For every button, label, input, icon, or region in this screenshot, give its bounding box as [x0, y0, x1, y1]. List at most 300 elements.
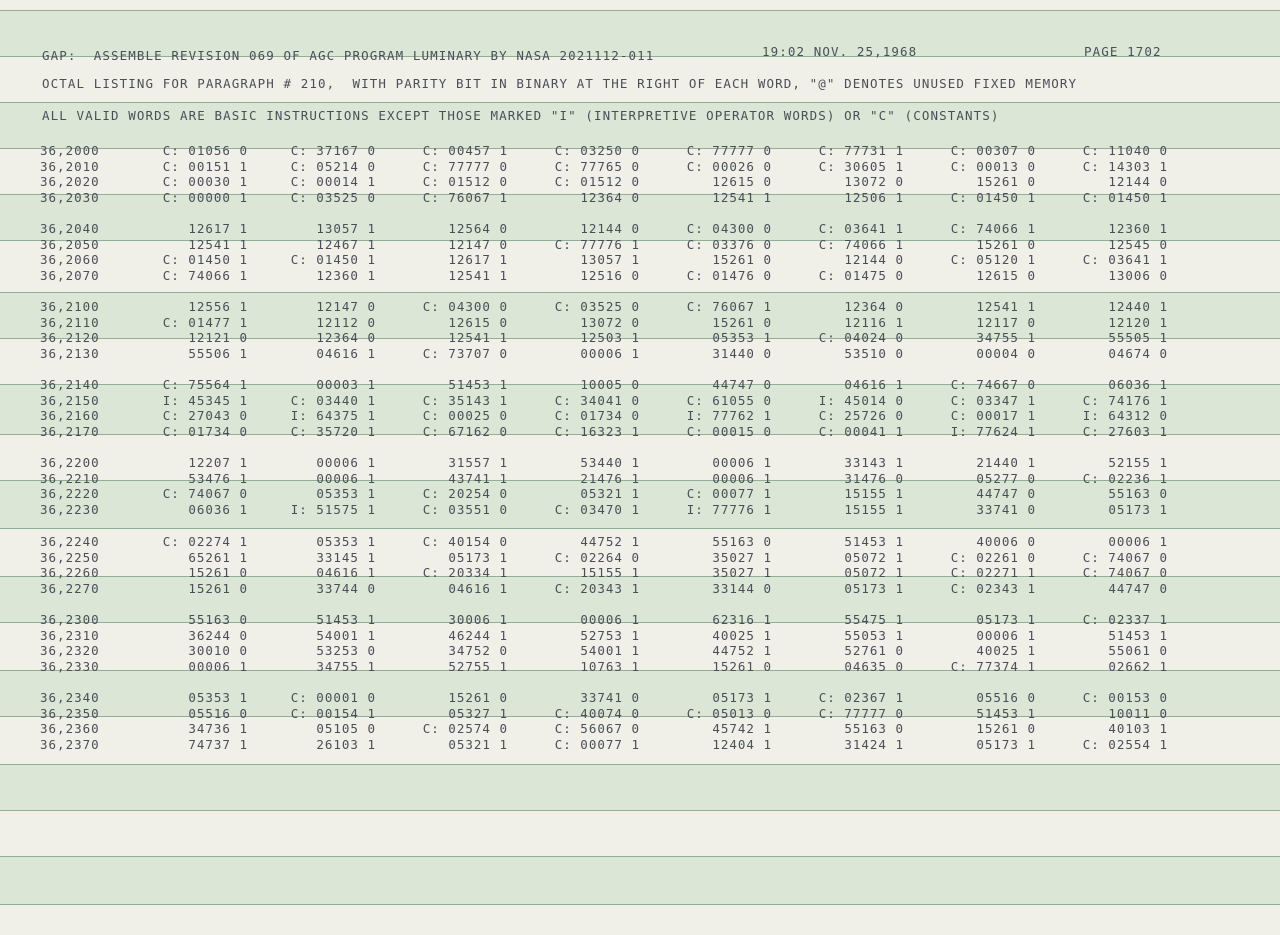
octal-word-cell: C: 77374 1 [950, 658, 1036, 674]
octal-word-cell: I: 77762 1 [686, 408, 772, 423]
octal-word-cell: 12467 1 [316, 236, 376, 252]
row-address: 36,2230 [40, 501, 100, 517]
octal-word-cell: 12516 0 [580, 267, 640, 283]
octal-word-cell: 26103 1 [316, 736, 376, 752]
octal-word-cell: 15261 0 [976, 721, 1036, 736]
octal-word-cell: 12541 1 [712, 189, 772, 205]
octal-word-cell: C: 01477 1 [162, 314, 248, 330]
octal-word-cell: C: 02367 1 [818, 690, 904, 705]
octal-word-cell: C: 77777 0 [686, 143, 772, 158]
header-page-number: PAGE 1702 [1084, 44, 1162, 59]
octal-word-cell: C: 40074 0 [554, 705, 640, 721]
octal-word-cell: C: 74066 1 [950, 221, 1036, 236]
octal-word-cell: 15155 1 [580, 565, 640, 580]
octal-word-cell: C: 77776 1 [554, 236, 640, 252]
octal-word-cell: 12364 0 [316, 330, 376, 345]
octal-word-cell: I: 77624 1 [950, 423, 1036, 439]
row-address: 36,2000 [40, 143, 100, 158]
octal-word-cell: C: 03376 0 [686, 236, 772, 252]
octal-word-cell: C: 27603 1 [1082, 423, 1168, 439]
octal-word-cell: 12360 1 [1108, 221, 1168, 236]
octal-word-cell: 53476 1 [188, 470, 248, 486]
octal-word-cell: 05516 0 [976, 690, 1036, 705]
octal-word-cell: C: 03641 1 [1082, 252, 1168, 267]
octal-word-cell: C: 03525 0 [290, 189, 376, 205]
paper-band [0, 0, 1280, 10]
octal-word-cell: 00006 1 [976, 627, 1036, 643]
octal-word-cell: 12556 1 [188, 299, 248, 314]
octal-word-cell: 12615 0 [712, 174, 772, 189]
octal-word-cell: 21440 1 [976, 455, 1036, 470]
octal-word-cell: C: 00030 1 [162, 174, 248, 189]
octal-word-cell: 43741 1 [448, 470, 508, 486]
octal-word-cell: C: 00457 1 [422, 143, 508, 158]
octal-word-cell: 12144 0 [580, 221, 640, 236]
octal-word-cell: C: 03551 0 [422, 501, 508, 517]
octal-word-cell: 54001 1 [580, 643, 640, 658]
octal-word-cell: 21476 1 [580, 470, 640, 486]
row-address: 36,2210 [40, 470, 100, 486]
octal-word-cell: C: 35720 1 [290, 423, 376, 439]
octal-word-cell: 12360 1 [316, 267, 376, 283]
octal-word-cell: C: 35143 1 [422, 392, 508, 408]
paper-rule [0, 10, 1280, 11]
octal-word-cell: 00003 1 [316, 377, 376, 392]
paper-rule [0, 904, 1280, 905]
octal-word-cell: 10005 0 [580, 377, 640, 392]
octal-word-cell: 05173 1 [1108, 501, 1168, 517]
octal-word-cell: 00006 1 [712, 455, 772, 470]
octal-word-cell: C: 01512 0 [554, 174, 640, 189]
octal-word-cell: C: 11040 0 [1082, 143, 1168, 158]
row-address: 36,2370 [40, 736, 100, 752]
octal-word-cell: 34755 1 [316, 658, 376, 674]
octal-word-cell: 51453 1 [844, 534, 904, 549]
octal-word-cell: C: 77765 0 [554, 158, 640, 174]
octal-word-cell: 05173 1 [844, 580, 904, 596]
octal-word-cell: 12364 0 [844, 299, 904, 314]
row-address: 36,2130 [40, 345, 100, 361]
octal-word-cell: 55505 1 [1108, 330, 1168, 345]
paper-rule [0, 102, 1280, 103]
octal-word-cell: C: 02271 1 [950, 565, 1036, 580]
octal-word-cell: C: 02261 0 [950, 549, 1036, 565]
octal-word-cell: C: 01475 0 [818, 267, 904, 283]
octal-word-cell: 05173 1 [976, 736, 1036, 752]
octal-word-cell: 55163 0 [844, 721, 904, 736]
octal-word-cell: C: 01476 0 [686, 267, 772, 283]
octal-word-cell: C: 37167 0 [290, 143, 376, 158]
octal-word-cell: 12615 0 [976, 267, 1036, 283]
octal-word-cell: 13006 0 [1108, 267, 1168, 283]
octal-word-cell: C: 05013 0 [686, 705, 772, 721]
octal-word-cell: 02662 1 [1108, 658, 1168, 674]
octal-word-cell: 05173 1 [712, 690, 772, 705]
octal-word-cell: 33144 0 [712, 580, 772, 596]
octal-word-cell: 40025 1 [712, 627, 772, 643]
octal-word-cell: 05353 1 [316, 534, 376, 549]
row-address: 36,2050 [40, 236, 100, 252]
row-address: 36,2150 [40, 392, 100, 408]
octal-word-cell: 55163 0 [1108, 486, 1168, 501]
octal-word-cell: C: 00014 1 [290, 174, 376, 189]
octal-word-cell: 12506 1 [844, 189, 904, 205]
octal-word-cell: C: 00013 0 [950, 158, 1036, 174]
octal-word-cell: C: 20343 1 [554, 580, 640, 596]
octal-word-cell: 12364 0 [580, 189, 640, 205]
octal-word-cell: C: 00077 1 [686, 486, 772, 501]
octal-word-cell: C: 00154 1 [290, 705, 376, 721]
octal-word-cell: 44747 0 [712, 377, 772, 392]
octal-word-cell: 12617 1 [188, 221, 248, 236]
octal-word-cell: 00006 1 [188, 658, 248, 674]
octal-word-cell: C: 02264 0 [554, 549, 640, 565]
octal-word-cell: 05516 0 [188, 705, 248, 721]
octal-word-cell: 12541 1 [448, 330, 508, 345]
octal-word-cell: C: 30605 1 [818, 158, 904, 174]
octal-word-cell: 05321 1 [580, 486, 640, 501]
octal-word-cell: 15155 1 [844, 501, 904, 517]
octal-word-cell: 13072 0 [844, 174, 904, 189]
header-program-line: GAP: ASSEMBLE REVISION 069 OF AGC PROGRAM LUMINARY BY NASA 2021112-011 [42, 48, 655, 63]
header-listing-description: OCTAL LISTING FOR PARAGRAPH # 210, WITH PARITY BIT IN BINARY AT THE RIGHT OF EACH WORD, "@" DENOTES UNUSED FIXED MEMORY [42, 76, 1078, 91]
header-word-legend: ALL VALID WORDS ARE BASIC INSTRUCTIONS EXCEPT THOSE MARKED "I" (INTERPRETIVE OPERATOR WORDS) OR "C" (CONSTANTS) [42, 108, 1000, 123]
row-address: 36,2170 [40, 423, 100, 439]
octal-word-cell: C: 25726 0 [818, 408, 904, 423]
octal-word-cell: 04616 1 [844, 377, 904, 392]
octal-word-cell: C: 40154 0 [422, 534, 508, 549]
octal-word-cell: 04635 0 [844, 658, 904, 674]
octal-word-cell: 55053 1 [844, 627, 904, 643]
octal-word-cell: C: 27043 0 [162, 408, 248, 423]
octal-word-cell: 00006 1 [580, 345, 640, 361]
octal-word-cell: 00006 1 [580, 612, 640, 627]
octal-word-cell: C: 77731 1 [818, 143, 904, 158]
octal-word-cell: C: 00000 1 [162, 189, 248, 205]
octal-word-cell: C: 04300 0 [422, 299, 508, 314]
row-address: 36,2200 [40, 455, 100, 470]
octal-word-cell: C: 76067 1 [422, 189, 508, 205]
octal-word-cell: 06036 1 [188, 501, 248, 517]
octal-word-cell: 54001 1 [316, 627, 376, 643]
octal-word-cell: 00006 1 [316, 470, 376, 486]
row-address: 36,2270 [40, 580, 100, 596]
row-address: 36,2060 [40, 252, 100, 267]
octal-word-cell: 05173 1 [448, 549, 508, 565]
octal-word-cell: 40006 0 [976, 534, 1036, 549]
octal-word-cell: 55163 0 [188, 612, 248, 627]
octal-word-cell: 51453 1 [448, 377, 508, 392]
paper-rule [0, 856, 1280, 857]
octal-word-cell: C: 03440 1 [290, 392, 376, 408]
octal-word-cell: 13072 0 [580, 314, 640, 330]
octal-word-cell: 31557 1 [448, 455, 508, 470]
row-address: 36,2310 [40, 627, 100, 643]
paper-rule [0, 292, 1280, 293]
row-address: 36,2300 [40, 612, 100, 627]
octal-word-cell: C: 73707 0 [422, 345, 508, 361]
octal-word-cell: C: 00041 1 [818, 423, 904, 439]
paper-band [0, 764, 1280, 810]
octal-word-cell: C: 05120 1 [950, 252, 1036, 267]
octal-word-cell: 12117 0 [976, 314, 1036, 330]
octal-word-cell: I: 64375 1 [290, 408, 376, 423]
octal-word-cell: 52155 1 [1108, 455, 1168, 470]
octal-word-cell: 44752 1 [712, 643, 772, 658]
octal-word-cell: 53510 0 [844, 345, 904, 361]
octal-word-cell: C: 00307 0 [950, 143, 1036, 158]
octal-word-cell: C: 00025 0 [422, 408, 508, 423]
octal-word-cell: 04616 1 [316, 345, 376, 361]
octal-word-cell: C: 14303 1 [1082, 158, 1168, 174]
octal-word-cell: 15261 0 [712, 658, 772, 674]
octal-word-cell: C: 61055 0 [686, 392, 772, 408]
octal-word-cell: C: 00026 0 [686, 158, 772, 174]
row-address: 36,2260 [40, 565, 100, 580]
octal-word-cell: 13057 1 [580, 252, 640, 267]
octal-word-cell: C: 02236 1 [1082, 470, 1168, 486]
octal-word-cell: 34752 0 [448, 643, 508, 658]
octal-word-cell: 55061 0 [1108, 643, 1168, 658]
octal-word-cell: 31476 0 [844, 470, 904, 486]
octal-word-cell: 05072 1 [844, 565, 904, 580]
octal-word-cell: 12207 1 [188, 455, 248, 470]
octal-word-cell: C: 00151 1 [162, 158, 248, 174]
octal-word-cell: I: 51575 1 [290, 501, 376, 517]
octal-word-cell: 51453 1 [1108, 627, 1168, 643]
octal-word-cell: 12116 1 [844, 314, 904, 330]
row-address: 36,2330 [40, 658, 100, 674]
header-timestamp: 19:02 NOV. 25,1968 [762, 44, 918, 59]
octal-word-cell: C: 00017 1 [950, 408, 1036, 423]
octal-word-cell: C: 01450 1 [1082, 189, 1168, 205]
octal-word-cell: 53440 1 [580, 455, 640, 470]
octal-word-cell: C: 34041 0 [554, 392, 640, 408]
octal-word-cell: 62316 1 [712, 612, 772, 627]
octal-word-cell: 34736 1 [188, 721, 248, 736]
paper-rule [0, 528, 1280, 529]
octal-word-cell: 12617 1 [448, 252, 508, 267]
row-address: 36,2110 [40, 314, 100, 330]
octal-word-cell: C: 02574 0 [422, 721, 508, 736]
octal-word-cell: 55506 1 [188, 345, 248, 361]
paper-band [0, 856, 1280, 904]
octal-word-cell: 52753 1 [580, 627, 640, 643]
row-address: 36,2040 [40, 221, 100, 236]
row-address: 36,2350 [40, 705, 100, 721]
octal-word-cell: 15261 0 [976, 174, 1036, 189]
octal-word-cell: C: 04300 0 [686, 221, 772, 236]
octal-word-cell: C: 03470 1 [554, 501, 640, 517]
octal-word-cell: 05173 1 [976, 612, 1036, 627]
octal-word-cell: C: 77777 0 [818, 705, 904, 721]
octal-word-cell: C: 00153 0 [1082, 690, 1168, 705]
octal-word-cell: 12440 1 [1108, 299, 1168, 314]
octal-word-cell: 74737 1 [188, 736, 248, 752]
octal-word-cell: C: 00001 0 [290, 690, 376, 705]
octal-word-cell: 10763 1 [580, 658, 640, 674]
octal-word-cell: C: 20334 1 [422, 565, 508, 580]
row-address: 36,2160 [40, 408, 100, 423]
octal-word-cell: 15261 0 [976, 236, 1036, 252]
octal-word-cell: C: 02554 1 [1082, 736, 1168, 752]
octal-word-cell: 55163 0 [712, 534, 772, 549]
octal-word-cell: 05105 0 [316, 721, 376, 736]
octal-word-cell: C: 75564 1 [162, 377, 248, 392]
row-address: 36,2220 [40, 486, 100, 501]
octal-word-cell: 04616 1 [316, 565, 376, 580]
octal-word-cell: C: 01734 0 [554, 408, 640, 423]
octal-word-cell: C: 01056 0 [162, 143, 248, 158]
row-address: 36,2100 [40, 299, 100, 314]
octal-word-cell: 33143 1 [844, 455, 904, 470]
octal-word-cell: C: 01450 1 [290, 252, 376, 267]
octal-word-cell: 12121 0 [188, 330, 248, 345]
octal-word-cell: 12541 1 [448, 267, 508, 283]
octal-word-cell: 35027 1 [712, 549, 772, 565]
octal-word-cell: C: 01450 1 [162, 252, 248, 267]
octal-word-cell: 00006 1 [1108, 534, 1168, 549]
row-address: 36,2340 [40, 690, 100, 705]
octal-word-cell: 05072 1 [844, 549, 904, 565]
octal-word-cell: 35027 1 [712, 565, 772, 580]
octal-word-cell: 44747 0 [976, 486, 1036, 501]
row-address: 36,2320 [40, 643, 100, 658]
paper-band [0, 904, 1280, 935]
octal-word-cell: 33744 0 [316, 580, 376, 596]
row-address: 36,2070 [40, 267, 100, 283]
octal-word-cell: 53253 0 [316, 643, 376, 658]
octal-word-cell: 05277 0 [976, 470, 1036, 486]
octal-word-cell: 05353 1 [316, 486, 376, 501]
octal-word-cell: C: 74066 1 [818, 236, 904, 252]
octal-word-cell: 40103 1 [1108, 721, 1168, 736]
octal-word-cell: C: 74067 0 [1082, 565, 1168, 580]
octal-word-cell: C: 03641 1 [818, 221, 904, 236]
octal-word-cell: C: 74067 0 [162, 486, 248, 501]
octal-word-cell: 00006 1 [712, 470, 772, 486]
octal-word-cell: 12112 0 [316, 314, 376, 330]
octal-word-cell: I: 77776 1 [686, 501, 772, 517]
octal-word-cell: C: 01450 1 [950, 189, 1036, 205]
octal-word-cell: 15155 1 [844, 486, 904, 501]
octal-word-cell: C: 74667 0 [950, 377, 1036, 392]
octal-word-cell: 13057 1 [316, 221, 376, 236]
octal-word-cell: 44752 1 [580, 534, 640, 549]
octal-word-cell: 52755 1 [448, 658, 508, 674]
octal-word-cell: 05353 1 [188, 690, 248, 705]
octal-word-cell: C: 03347 1 [950, 392, 1036, 408]
paper-rule [0, 764, 1280, 765]
octal-word-cell: 55475 1 [844, 612, 904, 627]
octal-word-cell: 04674 0 [1108, 345, 1168, 361]
octal-word-cell: 12147 0 [448, 236, 508, 252]
octal-word-cell: C: 01734 0 [162, 423, 248, 439]
octal-word-cell: 46244 1 [448, 627, 508, 643]
octal-word-cell: C: 76067 1 [686, 299, 772, 314]
octal-word-cell: 51453 1 [976, 705, 1036, 721]
octal-word-cell: 51453 1 [316, 612, 376, 627]
octal-word-cell: C: 77777 0 [422, 158, 508, 174]
octal-word-cell: 40025 1 [976, 643, 1036, 658]
octal-word-cell: C: 00077 1 [554, 736, 640, 752]
octal-word-cell: C: 02274 1 [162, 534, 248, 549]
octal-word-cell: 12541 1 [188, 236, 248, 252]
octal-word-cell: 36244 0 [188, 627, 248, 643]
row-address: 36,2240 [40, 534, 100, 549]
octal-word-cell: 05321 1 [448, 736, 508, 752]
octal-word-cell: C: 16323 1 [554, 423, 640, 439]
octal-word-cell: 15261 0 [188, 565, 248, 580]
octal-word-cell: C: 03525 0 [554, 299, 640, 314]
octal-word-cell: 12615 0 [448, 314, 508, 330]
row-address: 36,2140 [40, 377, 100, 392]
octal-word-cell: I: 45014 0 [818, 392, 904, 408]
octal-word-cell: 15261 0 [712, 314, 772, 330]
row-address: 36,2360 [40, 721, 100, 736]
octal-word-cell: 31424 1 [844, 736, 904, 752]
octal-word-cell: 10011 0 [1108, 705, 1168, 721]
octal-word-cell: 33741 0 [580, 690, 640, 705]
row-address: 36,2010 [40, 158, 100, 174]
octal-word-cell: 33741 0 [976, 501, 1036, 517]
octal-word-cell: 44747 0 [1108, 580, 1168, 596]
octal-word-cell: 12144 0 [1108, 174, 1168, 189]
octal-word-cell: 12541 1 [976, 299, 1036, 314]
octal-word-cell: 12120 1 [1108, 314, 1168, 330]
octal-word-cell: 05327 1 [448, 705, 508, 721]
octal-word-cell: 33145 1 [316, 549, 376, 565]
row-address: 36,2030 [40, 189, 100, 205]
octal-word-cell: 15261 0 [188, 580, 248, 596]
octal-word-cell: C: 67162 0 [422, 423, 508, 439]
row-address: 36,2250 [40, 549, 100, 565]
octal-word-cell: 65261 1 [188, 549, 248, 565]
octal-word-cell: 52761 0 [844, 643, 904, 658]
octal-word-cell: 31440 0 [712, 345, 772, 361]
octal-word-cell: 04616 1 [448, 580, 508, 596]
octal-word-cell: 15261 0 [448, 690, 508, 705]
octal-word-cell: 00004 0 [976, 345, 1036, 361]
octal-word-cell: 12564 0 [448, 221, 508, 236]
octal-word-cell: C: 03250 0 [554, 143, 640, 158]
octal-word-cell: 12144 0 [844, 252, 904, 267]
octal-word-cell: C: 05214 0 [290, 158, 376, 174]
octal-word-cell: 34755 1 [976, 330, 1036, 345]
octal-word-cell: 30006 1 [448, 612, 508, 627]
octal-word-cell: C: 04024 0 [818, 330, 904, 345]
octal-word-cell: C: 02343 1 [950, 580, 1036, 596]
octal-word-cell: 45742 1 [712, 721, 772, 736]
octal-word-cell: C: 00015 0 [686, 423, 772, 439]
octal-word-cell: 12545 0 [1108, 236, 1168, 252]
octal-word-cell: C: 20254 0 [422, 486, 508, 501]
octal-word-cell: 12503 1 [580, 330, 640, 345]
octal-word-cell: C: 56067 0 [554, 721, 640, 736]
octal-word-cell: 30010 0 [188, 643, 248, 658]
octal-word-cell: 15261 0 [712, 252, 772, 267]
row-address: 36,2020 [40, 174, 100, 189]
octal-word-cell: C: 02337 1 [1082, 612, 1168, 627]
octal-word-cell: C: 01512 0 [422, 174, 508, 189]
octal-word-cell: 12147 0 [316, 299, 376, 314]
octal-word-cell: C: 74067 0 [1082, 549, 1168, 565]
octal-word-cell: 12404 1 [712, 736, 772, 752]
row-address: 36,2120 [40, 330, 100, 345]
octal-word-cell: 00006 1 [316, 455, 376, 470]
octal-word-cell: 06036 1 [1108, 377, 1168, 392]
paper-band [0, 810, 1280, 856]
